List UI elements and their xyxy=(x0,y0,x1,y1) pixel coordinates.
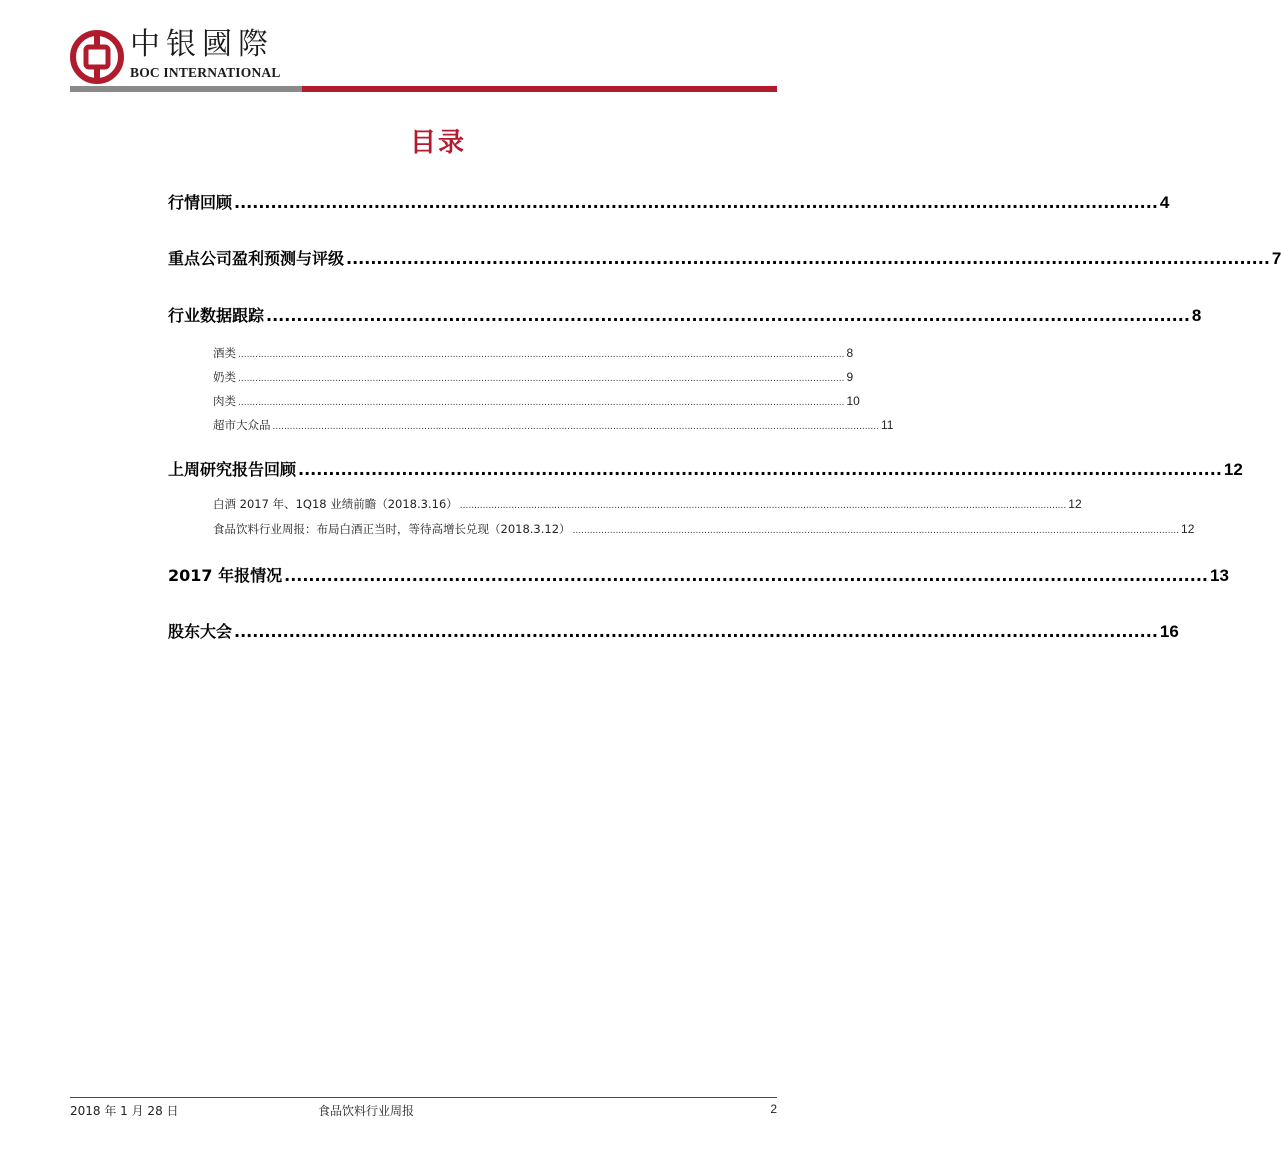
toc-entry-text: 奶类 xyxy=(213,370,236,384)
toc-leader-dots: ........................................................................................................................................................ xyxy=(234,193,1158,212)
toc-entry-text: 重点公司盈利预测与评级 xyxy=(168,249,345,268)
toc-entry[interactable] xyxy=(168,246,1281,269)
page-header xyxy=(0,0,827,100)
toc-entry-page: 7 xyxy=(1271,249,1281,268)
toc-entry-text: 股东大会 xyxy=(168,622,233,641)
toc-leader-dots: ........................................................................................................................................................ xyxy=(346,249,1270,268)
toc-entry-page: 13 xyxy=(1209,566,1229,585)
toc-leader-dots: .................................................................................................................................................................................................................... xyxy=(572,526,1180,536)
footer-date: 2018 年 1 月 28 日 xyxy=(70,1104,179,1118)
toc-entry[interactable] xyxy=(168,190,1170,213)
toc-entry-text: 肉类 xyxy=(213,394,236,408)
toc-entry-page: 16 xyxy=(1159,622,1179,641)
toc-leader-dots: .................................................................................................................................................................................................................... xyxy=(238,350,845,360)
toc-entry-page: 11 xyxy=(881,418,894,432)
toc-entry-text: 白酒 2017 年、1Q18 业绩前瞻（2018.3.16） xyxy=(213,497,458,511)
toc-title: 目录 xyxy=(409,128,466,158)
toc-entry-page: 8 xyxy=(846,346,854,360)
toc-leader-dots: ........................................................................................................................................................ xyxy=(266,306,1190,325)
toc-entry[interactable] xyxy=(168,303,1202,326)
toc-entry-text: 行情回顾 xyxy=(168,193,233,212)
toc-entry-page: 8 xyxy=(1191,306,1202,325)
toc-entry-page: 9 xyxy=(846,370,854,384)
footer-page-number: 2 xyxy=(770,1102,777,1116)
toc-entry[interactable] xyxy=(168,563,1229,586)
toc-entry-text: 酒类 xyxy=(213,346,236,360)
toc-subentry[interactable] xyxy=(213,417,894,433)
toc-entry-text: 上周研究报告回顾 xyxy=(168,460,297,479)
toc-entry-page: 10 xyxy=(846,394,860,408)
toc-entry[interactable] xyxy=(168,457,1243,480)
toc-subentry[interactable] xyxy=(213,369,854,385)
toc-subentry[interactable] xyxy=(213,496,1082,512)
header-band-red xyxy=(302,86,777,92)
toc-subentry[interactable] xyxy=(213,345,854,361)
toc-leader-dots: ........................................................................................................................................................ xyxy=(234,622,1158,641)
toc-leader-dots: .................................................................................................................................................................................................................... xyxy=(238,398,845,408)
toc-entry-text: 超市大众品 xyxy=(213,418,271,432)
boc-logo-icon xyxy=(70,30,124,84)
logo-chinese-text: 中银國際 xyxy=(130,27,274,62)
toc-leader-dots: ........................................................................................................................................................ xyxy=(284,566,1208,585)
toc-entry-text: 2017 年报情况 xyxy=(168,566,283,585)
toc-subentry[interactable] xyxy=(213,521,1195,537)
toc-leader-dots: .................................................................................................................................................................................................................... xyxy=(459,501,1067,511)
toc-leader-dots: ........................................................................................................................................................ xyxy=(298,460,1222,479)
toc-leader-dots: .................................................................................................................................................................................................................... xyxy=(272,422,879,432)
toc-entry-page: 12 xyxy=(1181,522,1195,536)
logo-english-text: BOC INTERNATIONAL xyxy=(130,65,281,80)
footer-report-name: 食品饮料行业周报 xyxy=(318,1104,415,1118)
toc-entry-text: 食品饮料行业周报：布局白酒正当时，等待高增长兑现（2018.3.12） xyxy=(213,522,571,536)
toc-entry-page: 12 xyxy=(1068,497,1082,511)
footer-rule xyxy=(70,1097,777,1098)
toc-entry-text: 行业数据跟踪 xyxy=(168,306,265,325)
header-band-gray xyxy=(70,86,302,92)
toc-entry-page: 12 xyxy=(1223,460,1243,479)
toc-entry-page: 4 xyxy=(1159,193,1170,212)
toc-leader-dots: .................................................................................................................................................................................................................... xyxy=(238,374,845,384)
toc-subentry[interactable] xyxy=(213,393,860,409)
toc-entry[interactable] xyxy=(168,619,1179,642)
